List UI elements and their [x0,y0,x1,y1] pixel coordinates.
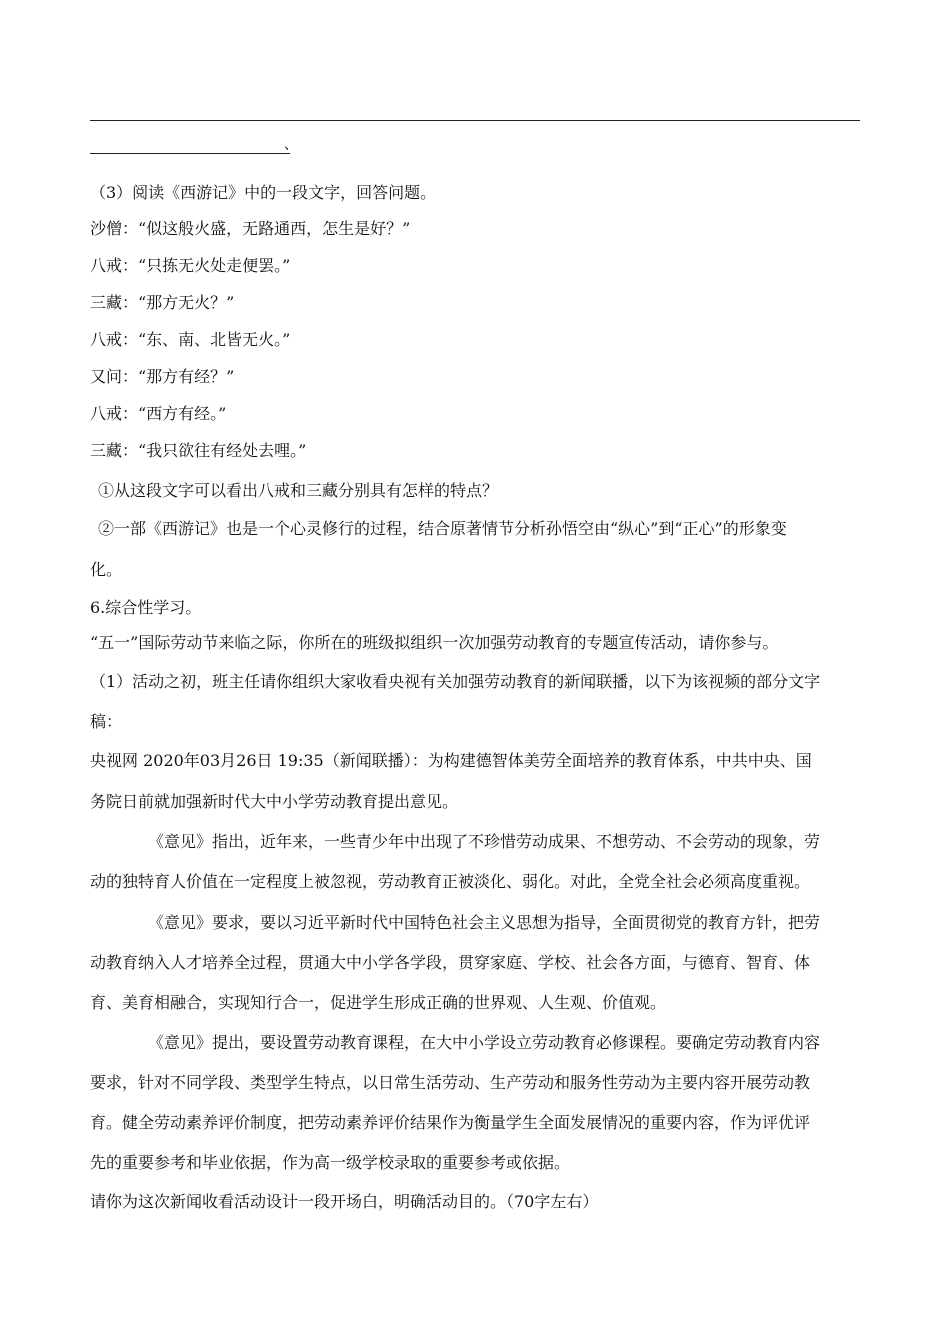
dialogue-line: 又问：“那方有经？” [90,367,235,386]
dialogue-line: 八戒：“东、南、北皆无火。” [90,330,291,349]
news-paragraph-3-cont: 要求，针对不同学段、类型学生特点，以日常生活劳动、生产劳动和服务性劳动为主要内容开展劳动教 [90,1073,811,1092]
news-paragraph-1: 《意见》指出，近年来，一些青少年中出现了不珍惜劳动成果、不想劳动、不会劳动的现象，劳 [148,832,821,851]
dialogue-line: 八戒：“西方有经。” [90,404,227,423]
dialogue-line: 三藏：“那方无火？” [90,293,235,312]
news-paragraph-1-cont: 动的独特育人价值在一定程度上被忽视，劳动教育正被淡化、弱化。对此，全党全社会必须高度重视。 [90,872,811,891]
news-header-cont: 务院日前就加强新时代大中小学劳动教育提出意见。 [90,792,459,811]
dialogue-line: 沙僧：“似这般火盛，无路通西，怎生是好？” [90,219,411,238]
news-paragraph-2: 《意见》要求，要以习近平新时代中国特色社会主义思想为指导，全面贯彻党的教育方针，把劳 [148,913,821,932]
sub-question-2: ②一部《西游记》也是一个心灵修行的过程，结合原著情节分析孙悟空由“纵心”到“正心”的形象变 [98,519,787,538]
sub-question-2-cont: 化。 [90,560,123,579]
news-paragraph-3: 《意见》提出，要设置劳动教育课程，在大中小学设立劳动教育必修课程。要确定劳动教育内容 [148,1033,821,1052]
dialogue-line: 八戒：“只拣无火处走便罢。” [90,256,291,275]
news-paragraph-3-cont: 先的重要参考和毕业依据，作为高一级学校录取的重要参考或依据。 [90,1153,571,1172]
question-3-intro: （3）阅读《西游记》中的一段文字，回答问题。 [90,183,437,202]
news-paragraph-2-cont: 动教育纳入人才培养全过程，贯通大中小学各学段，贯穿家庭、学校、社会各方面，与德育、智育、体 [90,953,811,972]
answer-tick: 、 [284,137,298,153]
part-1-prompt-cont: 稿： [90,712,123,731]
answer-line [90,120,860,121]
news-paragraph-2-cont: 育、美育相融合，实现知行合一，促进学生形成正确的世界观、人生观、价值观。 [90,993,667,1012]
answer-line-short [90,153,290,154]
dialogue-line: 三藏：“我只欲往有经处去哩。” [90,441,307,460]
question-6-context: “五一”国际劳动节来临之际，你所在的班级拟组织一次加强劳动教育的专题宣传活动，请你参与。 [90,633,779,652]
part-1-prompt: （1）活动之初，班主任请你组织大家收看央视有关加强劳动教育的新闻联播，以下为该视频的部分文字 [90,672,821,691]
task-prompt: 请你为这次新闻收看活动设计一段开场白，明确活动目的。（70字左右） [90,1192,599,1211]
question-6-title: 6.综合性学习。 [90,598,202,617]
news-header: 央视网 2020年03月26日 19:35（新闻联播）：为构建德智体美劳全面培养的教育体系，中共中央、国 [90,751,812,770]
sub-question-1: ①从这段文字可以看出八戒和三藏分别具有怎样的特点？ [98,481,499,500]
news-paragraph-3-cont: 育。健全劳动素养评价制度，把劳动素养评价结果作为衡量学生全面发展情况的重要内容，作为评优评 [90,1113,811,1132]
